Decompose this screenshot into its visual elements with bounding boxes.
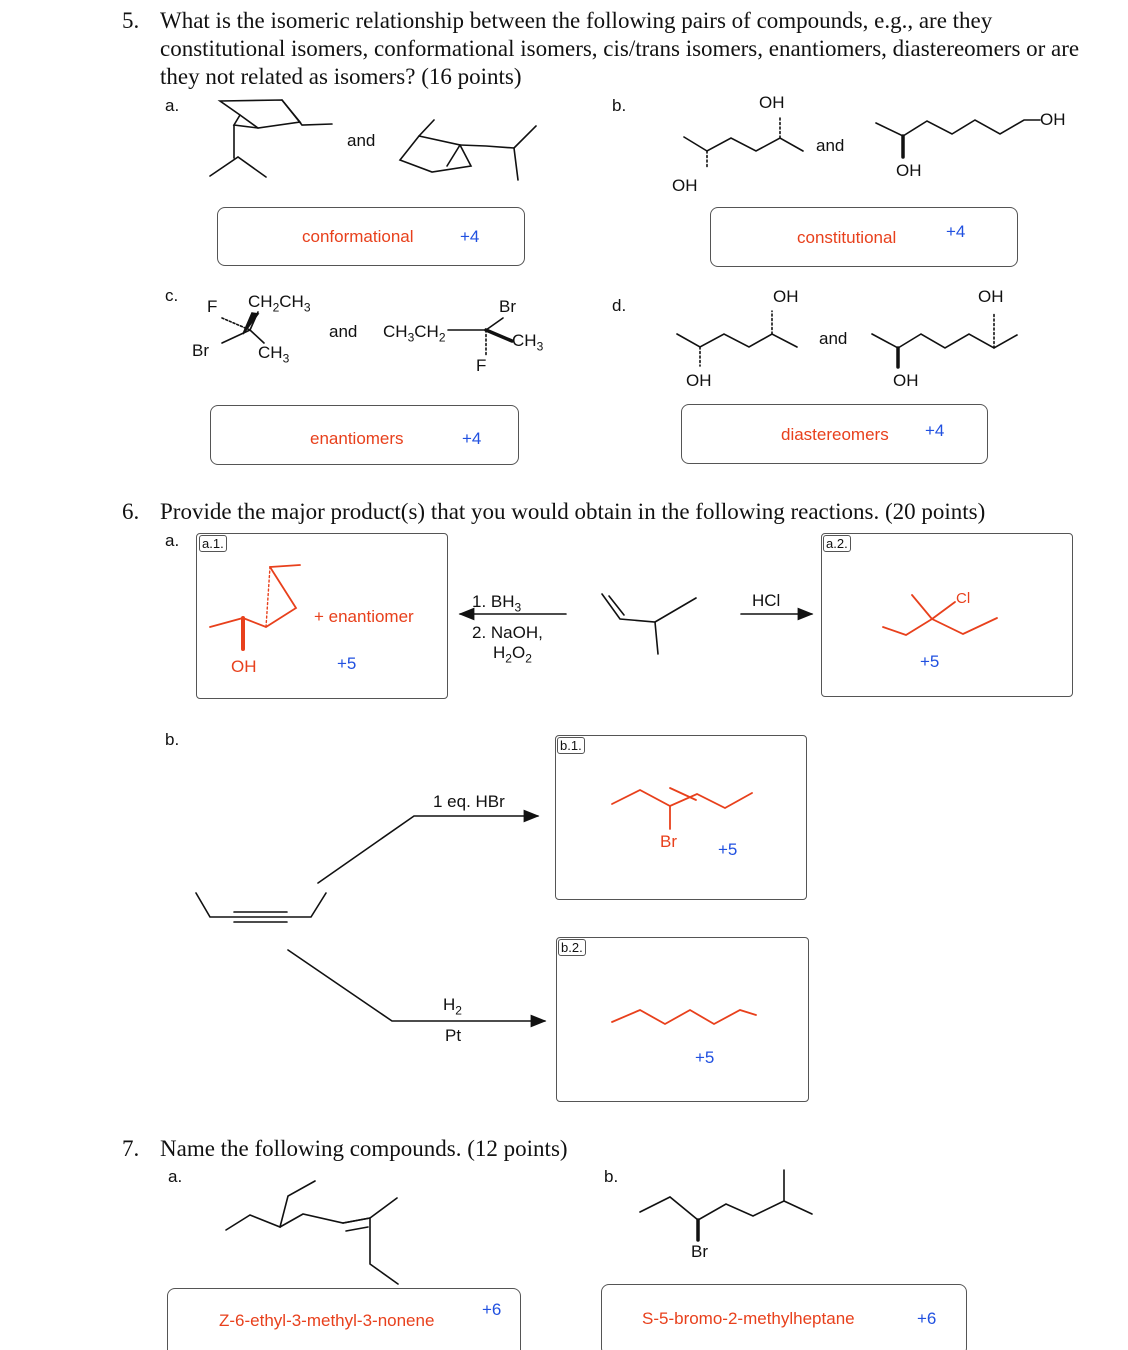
q7a-chain-top bbox=[226, 1181, 315, 1230]
q5b-oh-wedge: OH bbox=[896, 161, 922, 180]
q5-b-and: and bbox=[816, 136, 845, 155]
q6-b2-reagent-2: Pt bbox=[445, 1026, 462, 1045]
q6-b2-tag: b.2. bbox=[558, 939, 586, 956]
q6-a1-oh: OH bbox=[231, 657, 257, 676]
q5d-oh-top-left: OH bbox=[773, 287, 799, 306]
q6-part-a-label: a. bbox=[165, 531, 180, 550]
q5-d-and: and bbox=[819, 329, 848, 348]
q5-c-answer: enantiomers bbox=[310, 429, 404, 448]
q7b-br: Br bbox=[691, 1242, 708, 1261]
q7b-chain bbox=[640, 1170, 784, 1220]
q5c-ch3ch2: $CH_3CH_2$ bbox=[383, 322, 446, 345]
q6-b2-score: +5 bbox=[695, 1048, 715, 1067]
q5-a-score: +4 bbox=[460, 227, 480, 246]
q5-part-d-label: d. bbox=[612, 296, 627, 315]
q5c-ch3-right: $CH_3$ bbox=[512, 331, 544, 354]
q5d-left-chain bbox=[677, 334, 797, 347]
q6-a2-cl: Cl bbox=[956, 590, 971, 607]
q5-number: 5. bbox=[122, 8, 140, 33]
q5-b-answer: constitutional bbox=[797, 228, 897, 247]
q5b-oh-bottom: OH bbox=[672, 176, 698, 195]
q7-text: Name the following compounds. (12 points) bbox=[160, 1136, 568, 1161]
q6-b1-score: +5 bbox=[718, 840, 738, 859]
q5-b-score: +4 bbox=[946, 222, 966, 241]
q5-c-and: and bbox=[329, 322, 358, 341]
q6-number: 6. bbox=[122, 499, 140, 524]
q6-a-reagent-2: 2. NaOH, bbox=[472, 623, 543, 642]
q6-b1-br: Br bbox=[660, 832, 677, 851]
q5-part-b-label: b. bbox=[612, 96, 627, 115]
q5-a-and: and bbox=[347, 131, 376, 150]
q7-b-answer: S-5-bromo-2-methylheptane bbox=[642, 1309, 855, 1328]
q6-b1-tag: b.1. bbox=[557, 737, 585, 754]
q7-part-a-label: a. bbox=[168, 1167, 183, 1186]
q5c-ch3-left: $CH_3$ bbox=[258, 343, 290, 366]
q5d-oh-bottom-right: OH bbox=[893, 371, 919, 390]
q6a-start-alkene bbox=[602, 594, 696, 622]
q5-d-score: +4 bbox=[925, 421, 945, 440]
q5-part-a-label: a. bbox=[165, 96, 180, 115]
q6-a1-tag: a.1. bbox=[199, 535, 227, 552]
q5-part-c-label: c. bbox=[165, 286, 179, 305]
q5-c-score: +4 bbox=[462, 429, 482, 448]
q5d-right-chain bbox=[872, 334, 1017, 348]
q6-text: Provide the major product(s) that you would obtain in the following reactions. (20 points) bbox=[160, 499, 986, 524]
q7-part-b-label: b. bbox=[604, 1167, 619, 1186]
q6-b1-reagent: 1 eq. HBr bbox=[433, 792, 505, 811]
q5c-br-left: Br bbox=[192, 341, 209, 360]
q6-a1-score: +5 bbox=[337, 654, 357, 673]
q6-a1-enantiomer: + enantiomer bbox=[314, 607, 414, 626]
q5c-br-right: Br bbox=[499, 297, 516, 316]
q6a2-product bbox=[883, 618, 997, 635]
q7-b-score: +6 bbox=[917, 1309, 937, 1328]
q5c-f-left: F bbox=[207, 297, 218, 316]
q6b-start-alkyne bbox=[196, 893, 326, 917]
q5b-left-chain bbox=[684, 137, 803, 151]
q5-a-answer: conformational bbox=[302, 227, 414, 246]
q5d-oh-bottom-left: OH bbox=[686, 371, 712, 390]
q6b2-product bbox=[612, 1010, 756, 1024]
q5-text-line-3: they not related as isomers? (16 points) bbox=[160, 64, 522, 89]
q6-a-reagent-1: 1. $BH_3$ bbox=[472, 592, 522, 615]
q5a-right-ring bbox=[400, 136, 471, 172]
q6-a-hcl: HCl bbox=[752, 591, 781, 610]
q6-part-b-label: b. bbox=[165, 730, 180, 749]
q5b-right-chain bbox=[876, 120, 1040, 136]
q5-text-line-2: constitutional isomers, conformational isomers, cis/trans isomers, enantiomers, diastereomers or are bbox=[160, 36, 1080, 61]
q6-a-reagent-3: $H_2O_2$ bbox=[493, 643, 532, 666]
q7-a-score: +6 bbox=[482, 1300, 502, 1319]
q5d-oh-top-right: OH bbox=[978, 287, 1004, 306]
q5c-ch2ch3: $CH_2CH_3$ bbox=[248, 292, 311, 315]
q5c-f-right: F bbox=[476, 356, 487, 375]
q6a1-product bbox=[210, 567, 296, 627]
q6-b2-reagent-1: $H_2$ bbox=[443, 995, 462, 1018]
q5b-oh-chain: OH bbox=[1040, 110, 1066, 129]
q5a-left-ring bbox=[220, 100, 300, 128]
q7-number: 7. bbox=[122, 1136, 140, 1161]
q6-a2-score: +5 bbox=[920, 652, 940, 671]
q6-a2-tag: a.2. bbox=[823, 535, 851, 552]
q5-d-answer: diastereomers bbox=[781, 425, 889, 444]
q5-text-line-1: What is the isomeric relationship between the following pairs of compounds, e.g., are they bbox=[160, 8, 993, 33]
q5b-oh-top: OH bbox=[759, 93, 785, 112]
q7-a-answer: Z-6-ethyl-3-methyl-3-nonene bbox=[219, 1311, 435, 1330]
